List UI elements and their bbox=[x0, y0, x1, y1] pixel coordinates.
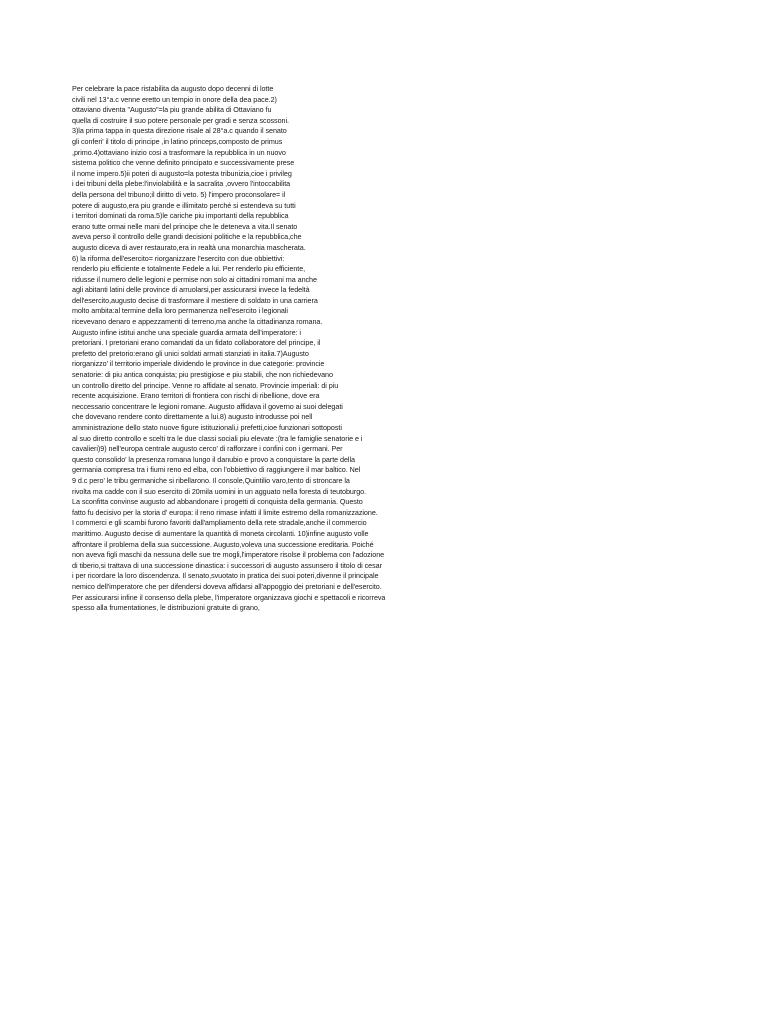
text-line: fatto fu decisivo per la storia d' europa: il reno rimase infatti il limite estremo della romanizzazione. bbox=[72, 507, 378, 517]
text-line: amministrazione dello stato nuove figure istituzionali,i prefetti,cioe funzionari sottoposti bbox=[72, 423, 342, 432]
document-body-text bbox=[72, 84, 432, 614]
text-line: affrontare il problema della sua successione. Augusto,voleva una successione ereditaria. Poiché bbox=[72, 539, 374, 549]
text-line: molto ambita:al termine della loro permanenza nell'esercito i legionali bbox=[72, 306, 288, 316]
text-line: i per ricordare la loro discendenza. Il senato,svuotato in pratica dei suoi poteri,divenne il principale bbox=[72, 571, 379, 581]
text-line: recente acquisizione. Erano territori di frontiera con rischi di ribellione, dove era bbox=[72, 391, 320, 401]
text-line: rivolta ma cadde con il suo esercito di 20mila uomini in un agguato nella foresta di teutoburgo. bbox=[72, 486, 367, 496]
text-line: ottaviano diventa "Augusto"=la piu grande abilita di Ottaviano fu bbox=[72, 105, 272, 115]
text-line: Per assicurarsi infine il consenso della plebe, l'imperatore organizzava giochi e spettacoli e ricorreva bbox=[72, 592, 386, 602]
text-line: i territori dominati da roma.5)le cariche piu importanti della repubblica bbox=[72, 211, 289, 221]
text-line: che dovevano rendere conto direttamente a lui.8) augusto introdusse poi nell bbox=[72, 412, 313, 422]
text-line: 6) la riforma dell'esercito= riorganizzare l'esercito con due obbiettivi: bbox=[72, 253, 285, 263]
text-line: La sconfitta convinse augusto ad abbandonare i progetti di conquista della germania. Questo bbox=[72, 497, 363, 507]
text-line: I commerci e gli scambi furono favoriti dall'ampliamento della rete stradale,anche il commercio bbox=[72, 518, 367, 528]
text-line: questo consolido' la presenza romana lungo il danubio e provo a conquistare la parte della bbox=[72, 454, 355, 464]
text-line: gli conferi' il titolo di principe ,in latino princeps,composto de primus bbox=[72, 136, 283, 146]
text-line: nemico dell'imperatore che per difendersi doveva affidarsi all'appoggio dei pretoriani e dell'esercito. bbox=[72, 581, 382, 591]
text-line: prefetto del pretorio:erano gli unici soldati armati stanziati in italia.7)Augusto bbox=[72, 348, 309, 358]
text-line: sistema politico che venne definito principato e successivamente prese bbox=[72, 158, 295, 168]
text-line: agli abitanti latini delle province di arruolarsi,per assicurarsi invece la fedeltà bbox=[72, 285, 310, 295]
text-line: i dei tribuni della plebe:l'inviolabilità e la sacralita ,ovvero l'intoccabilita bbox=[72, 179, 291, 189]
text-line: 3)la prima tappa in questa direzione risale al 28°a.c quando il senato bbox=[72, 126, 287, 136]
text-line: cavalieri)9) nell'europa centrale augusto cerco' di rafforzare i confini con i germani. Per bbox=[72, 444, 343, 454]
text-line: renderlo piu efficiente e totalmente Fedele a lui. Per renderlo piu efficiente, bbox=[72, 264, 306, 274]
text-line: riorganizzo' il territorio imperiale dividendo le province in due categorie: provincie bbox=[72, 359, 325, 369]
text-line: ridusse il numero delle legioni e permise non solo ai cittadini romani ma anche bbox=[72, 274, 317, 284]
text-line: ,primo.4)ottaviano inizio cosi a trasformare la repubblica in un nuovo bbox=[72, 147, 286, 157]
text-line: il nome impero.5)ii poteri di augusto=la potesta tribunizia,cioe i privileg bbox=[72, 168, 292, 178]
text-line: senatorie: di piu antica conquista; piu prestigiose e piu stabili, che non richiedevano bbox=[72, 370, 333, 380]
text-line: germania compresa tra i fiumi reno ed elba, con l'obbiettivo di raggiungere il mar baltico. Nel bbox=[72, 465, 361, 475]
text-line: augusto diceva di aver restaurato,era in realtà una monarchia mascherata. bbox=[72, 242, 306, 252]
text-line: non aveva figli maschi da nessuna delle sue tre mogli,l'imperatore risolse il problema con l'adozione bbox=[72, 550, 385, 560]
text-line: spesso alla frumentationes, le distribuzioni gratuite di grano, bbox=[72, 603, 260, 613]
text-line: della persona del tribuno;il diritto di veto. 5) l'impero proconsolare= il bbox=[72, 189, 286, 199]
text-line: Augusto infine istitui anche una speciale guardia armata dell'imperatore: i bbox=[72, 327, 301, 337]
text-line: neccessario concentrare le legioni romane. Augusto affidava il governo ai suoi delegati bbox=[72, 401, 343, 411]
text-line: Per celebrare la pace ristabilita da augusto dopo decenni di lotte bbox=[72, 84, 274, 93]
text-line: erano tutte ormai nelle mani del principe che le deteneva a vita.Il senato bbox=[72, 221, 298, 231]
text-line: potere di augusto,era piu grande e illimitato perché si estendeva su tutti bbox=[72, 200, 296, 210]
text-line: quella di costruire il suo potere personale per gradi e senza scossoni. bbox=[72, 115, 289, 125]
text-line: dell'esercito,augusto decise di trasformare il mestiere di soldato in una carriera bbox=[72, 295, 318, 305]
text-line: 9 d.c pero' le tribu germaniche si ribellarono. Il console,Quintilio varo,tento di stroncare la bbox=[72, 475, 350, 485]
text-line: al suo diretto controllo e scelti tra le due classi sociali piu elevate :(tra le famiglie senatorie e i bbox=[72, 433, 363, 443]
text-line: ricevevano denaro e appezzamenti di terreno,ma anche la cittadinanza romana. bbox=[72, 317, 323, 327]
text-line: un controllo diretto del principe. Venne ro affidate al senato. Provincie imperiali: di piu bbox=[72, 380, 339, 390]
text-line: di tiberio,si trattava di una successione dinastica: i successori di augusto assunsero il titolo di cesar bbox=[72, 560, 382, 570]
text-line: civili nel 13°a.c venne eretto un tempio in onore della dea pace.2) bbox=[72, 94, 277, 104]
text-line: aveva perso il controllo delle grandi decisioni politiche e la repubblica,che bbox=[72, 232, 302, 242]
text-line: pretoriani. I pretoriani erano comandati da un fidato collaboratore del principe, il bbox=[72, 338, 321, 348]
text-line: marittimo. Augusto decise di aumentare la quantità di moneta circolanti. 10)infine augusto volle bbox=[72, 528, 369, 538]
